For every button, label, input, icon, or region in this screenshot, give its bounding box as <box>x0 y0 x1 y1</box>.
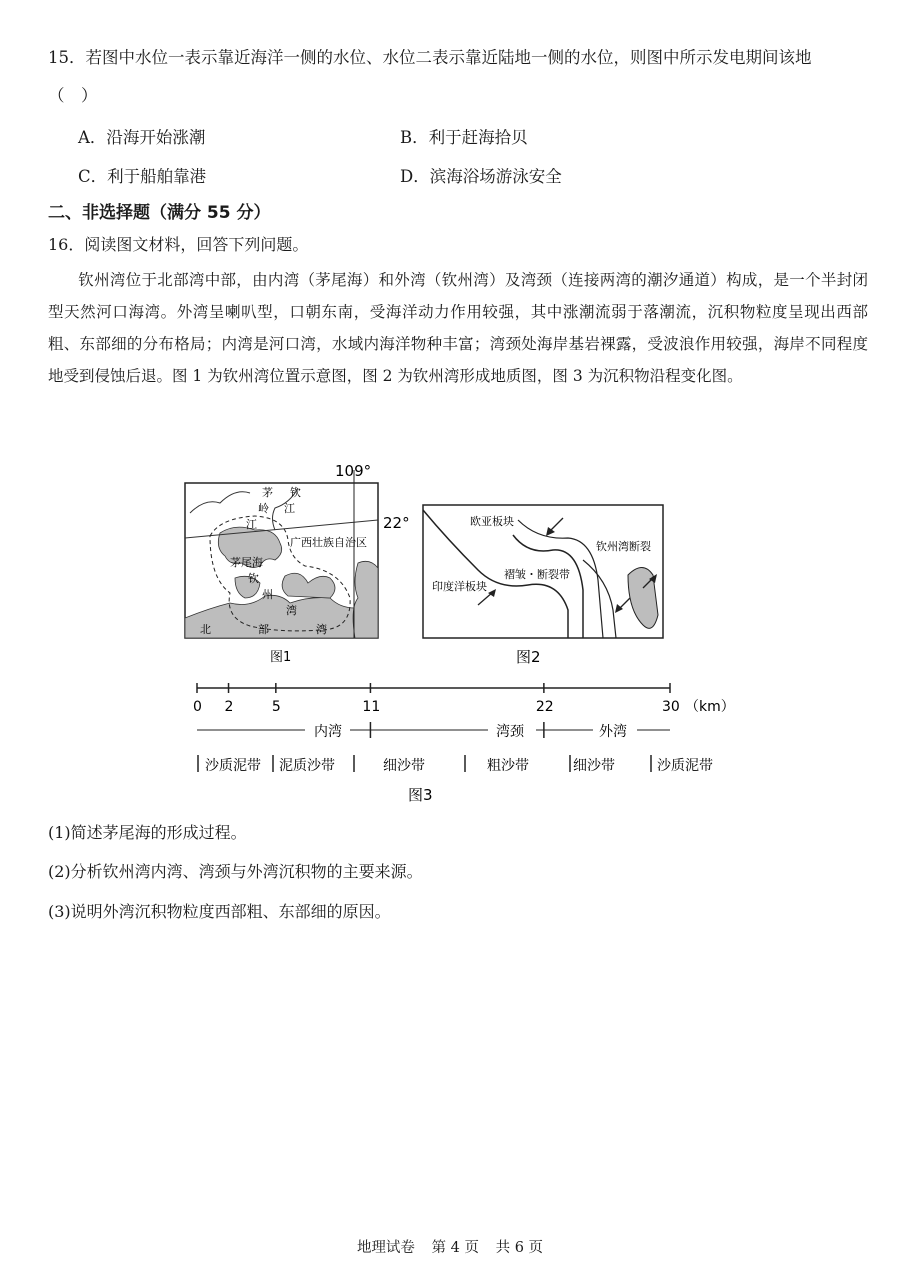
q15-answer-paren: （ ） <box>48 86 98 105</box>
fig3-sediment-1: 沙质泥带 <box>205 758 261 774</box>
fig3-sediment-2: 泥质沙带 <box>279 758 335 774</box>
fig2-fold: 褶皱・断裂带 <box>504 568 570 581</box>
q15-option-b: B．利于赶海拾贝 <box>400 128 528 147</box>
fig3-unit: （km） <box>685 699 735 715</box>
q16-question-3: (3)说明外湾沉积物粒度西部粗、东部细的原因。 <box>48 902 391 921</box>
section-title: 二、非选择题（满分 55 分） <box>48 203 271 223</box>
fig2-india: 印度洋板块 <box>432 580 487 593</box>
q16-material <box>48 264 868 392</box>
fig1-label-maoweihai: 茅尾海 <box>230 556 263 569</box>
footer-page: 第 4 页 <box>431 1240 479 1256</box>
fig1-label-bay1: 钦 <box>248 572 259 585</box>
fig1-label-wan: 湾 <box>316 623 327 636</box>
fig2-eurasia: 欧亚板块 <box>470 515 514 528</box>
fig1-label-ling: 岭 <box>258 502 269 515</box>
fig2-fault: 钦州湾断裂 <box>596 540 651 553</box>
q15-option-c: C．利于船舶靠港 <box>78 167 207 186</box>
page-footer <box>0 1236 900 1257</box>
footer-subject: 地理试卷 <box>356 1240 415 1256</box>
fig1-label-region: 广西壮族自治区 <box>290 536 367 549</box>
fig3-segment-neck: 湾颈 <box>496 724 524 740</box>
fig3-sediment-3: 细沙带 <box>383 758 425 774</box>
q15-option-a: A．沿海开始涨潮 <box>78 128 206 147</box>
fig1-label-qin: 钦 <box>290 486 301 499</box>
q15-option-d: D．滨海浴场游泳安全 <box>400 167 562 186</box>
fig3-tick-label: 5 <box>271 699 281 715</box>
fig2-caption: 图2 <box>516 648 541 666</box>
q15-stem: 15．若图中水位一表示靠近海洋一侧的水位、水位二表示靠近陆地一侧的水位，则图中所示发电期间该地 <box>48 48 812 67</box>
q16-material-text: 钦州湾位于北部湾中部，由内湾（茅尾海）和外湾（钦州湾）及湾颈（连接两湾的潮汐通道）构成，是一个半封闭型天然河口海湾。外湾呈喇叭型，口朝东南，受海洋动力作用较强，其中涨潮流弱于落潮流，沉积物粒度呈现出西部粗、东部细的分布格局；内湾是河口湾，水域内海洋物种丰富；湾颈处海岸基岩裸露，受波浪作用较强，海岸不同程度地受到侵蚀后退。图 1 为钦州湾位置示意图，图 2 为钦州湾形成地质图，图 3 为沉积物沿程变化图。 <box>48 271 868 385</box>
fig3-tick-label: 2 <box>224 699 234 715</box>
fig3-sediment-6: 沙质泥带 <box>657 758 713 774</box>
fig1-latitude: 22° <box>383 514 410 532</box>
fig1-label-jiang2: 江 <box>284 502 295 515</box>
fig3-sediment-5: 细沙带 <box>573 758 615 774</box>
q16-question-2: (2)分析钦州湾内湾、湾颈与外湾沉积物的主要来源。 <box>48 862 423 881</box>
fig1-longitude: 109° <box>335 462 372 480</box>
fig1-caption: 图1 <box>270 650 292 665</box>
fig1-label-mao: 茅 <box>262 486 273 499</box>
figure-3-sediment <box>180 680 740 810</box>
fig3-segment-inner: 内湾 <box>314 724 342 740</box>
q16-intro: 16．阅读图文材料，回答下列问题。 <box>48 235 309 254</box>
q16-question-1: (1)简述茅尾海的形成过程。 <box>48 823 247 842</box>
fig1-label-bei: 北 <box>200 623 211 636</box>
fig3-tick-label: 22 <box>535 699 554 715</box>
fig3-tick-label: 0 <box>193 699 202 715</box>
fig3-tick-label: 11 <box>362 699 381 715</box>
figure-2-geology <box>418 500 668 670</box>
fig3-sediment-4: 粗沙带 <box>487 758 529 774</box>
fig1-label-jiang: 江 <box>246 518 257 531</box>
fig1-label-bay2: 州 <box>262 588 273 601</box>
fig3-caption: 图3 <box>408 786 433 804</box>
fig1-label-bay3: 湾 <box>286 604 297 617</box>
fig3-segment-outer: 外湾 <box>599 724 627 740</box>
fig3-tick-label: 30 <box>662 699 680 715</box>
footer-total: 共 6 页 <box>495 1240 544 1256</box>
fig1-label-bu: 部 <box>258 623 269 636</box>
figure-1-map <box>180 458 420 673</box>
